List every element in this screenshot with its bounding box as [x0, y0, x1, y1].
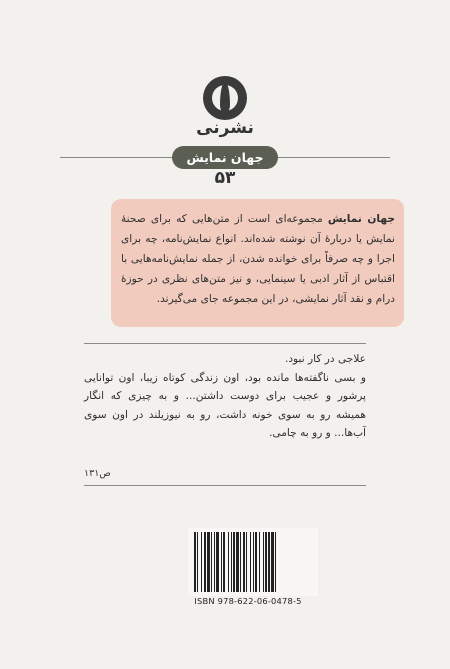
barcode-bar [214, 532, 215, 592]
barcode-bar [265, 532, 267, 592]
publisher-logo-icon [203, 76, 247, 120]
barcode-bar [255, 532, 257, 592]
barcode-graphic [188, 528, 318, 596]
barcode-bar [271, 532, 274, 592]
barcode-bar [250, 532, 251, 592]
excerpt-line: علاجی در کار نبود. [284, 353, 366, 365]
quote-bottom-rule [84, 485, 366, 486]
barcode-bar [240, 532, 241, 592]
barcode-bar [228, 532, 229, 592]
barcode-bar [204, 532, 206, 592]
barcode-bar [216, 532, 219, 592]
isbn-number: ISBN 978-622-06-0478-5 [194, 596, 302, 606]
series-number: ۵۳ [214, 168, 236, 188]
barcode-bar [236, 532, 239, 592]
series-description-text: مجموعه‌ای است از متن‌هایی که برای صحنهٔ نمایش یا دربارهٔ آن نوشته شده‌اند. انواع نمایش‌نامه، چه برای اجرا و چه صرفاً برای خوانده شدن، از جمله نمایش‌نامه‌هایی با اقتباس از آثار ادبی یا سینمایی، و نیز متن‌های نظری در حوزهٔ درام و نقد آثار نمایشی، در این مجموعه جای می‌گیرند. [121, 213, 395, 305]
barcode-bar [221, 532, 222, 592]
barcode-bar [207, 532, 210, 592]
barcode-bar [268, 532, 270, 592]
excerpt-line: و بسی ناگفته‌ها مانده بود، اون زندگی کوتاه زیبا، اون توانایی پرشور و عجیب برای دوست داشتن... و به چیزی که انگار همیشه رو به سوی خونه داشت، رو به نیوزیلند در اون سوی آب‌ها... و رو به چامی. [84, 371, 366, 439]
excerpt-page-ref: ص۱۳۱ [84, 468, 111, 479]
barcode-bar [197, 532, 198, 592]
series-description-highlight: جهان نمایش [327, 213, 395, 225]
barcode-bar [201, 532, 202, 592]
series-description [121, 209, 395, 309]
barcode-bar [194, 532, 196, 592]
barcode-bar [275, 532, 276, 592]
barcode-bar [263, 532, 264, 592]
publisher-name: نشرنی [196, 118, 254, 138]
barcode-bar [233, 532, 235, 592]
barcode-bar [259, 532, 260, 592]
barcode-bar [253, 532, 254, 592]
quote-top-rule [84, 343, 366, 344]
barcode-bar [223, 532, 225, 592]
barcode-bar [243, 532, 245, 592]
barcode-bar [231, 532, 232, 592]
series-badge: جهان نمایش [172, 146, 278, 169]
barcode-bar [211, 532, 212, 592]
barcode [188, 528, 318, 596]
barcode-bar [246, 532, 247, 592]
book-excerpt [84, 350, 366, 443]
